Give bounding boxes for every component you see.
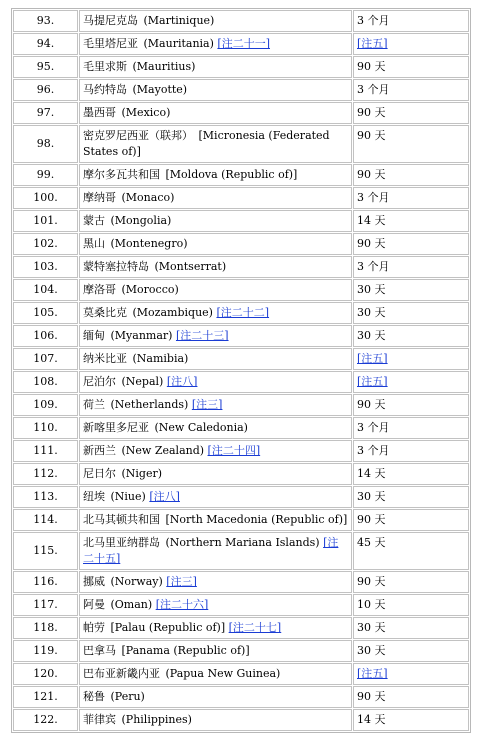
stay-period-cell: 45 天 bbox=[353, 532, 469, 570]
row-number: 110. bbox=[13, 417, 78, 439]
country-cell bbox=[79, 594, 352, 616]
row-number: 97. bbox=[13, 102, 78, 124]
stay-period-cell: 90 天 bbox=[353, 102, 469, 124]
country-cell bbox=[79, 79, 352, 101]
stay-period-cell: 10 天 bbox=[353, 594, 469, 616]
row-number: 108. bbox=[13, 371, 78, 393]
country-name-zh: 阿曼 bbox=[83, 598, 105, 611]
period-note-link[interactable]: [注五] bbox=[357, 37, 388, 50]
stay-period-cell: 90 天 bbox=[353, 164, 469, 186]
country-name-zh: 密克罗尼西亚（联邦） bbox=[83, 129, 193, 142]
country-name-zh: 纳米比亚 bbox=[83, 352, 127, 365]
country-name-zh: 新喀里多尼亚 bbox=[83, 421, 149, 434]
stay-period-cell: 3 个月 bbox=[353, 79, 469, 101]
country-name-en: (Mongolia) bbox=[110, 214, 172, 227]
stay-period-cell: 3 个月 bbox=[353, 440, 469, 462]
country-name-zh: 帕劳 bbox=[83, 621, 105, 634]
country-cell bbox=[79, 709, 352, 731]
stay-period-cell bbox=[353, 33, 469, 55]
country-name-en: (New Caledonia) bbox=[154, 421, 248, 434]
country-name-zh: 新西兰 bbox=[83, 444, 116, 457]
country-cell bbox=[79, 256, 352, 278]
table-row bbox=[13, 486, 469, 508]
row-number: 104. bbox=[13, 279, 78, 301]
table-row bbox=[13, 571, 469, 593]
stay-period-cell: 90 天 bbox=[353, 125, 469, 163]
stay-period-cell: 30 天 bbox=[353, 279, 469, 301]
country-name-zh: 挪威 bbox=[83, 575, 105, 588]
country-cell bbox=[79, 640, 352, 662]
country-name-en: (Mayotte) bbox=[132, 83, 188, 96]
table-row bbox=[13, 187, 469, 209]
country-name-zh: 毛里求斯 bbox=[83, 60, 127, 73]
country-cell bbox=[79, 33, 352, 55]
table-row bbox=[13, 256, 469, 278]
country-name-en: [North Macedonia (Republic of)] bbox=[165, 513, 348, 526]
country-cell bbox=[79, 210, 352, 232]
country-name-en: (Peru) bbox=[110, 690, 145, 703]
country-name-en: (Myanmar) bbox=[110, 329, 173, 342]
row-number: 95. bbox=[13, 56, 78, 78]
country-cell bbox=[79, 102, 352, 124]
row-number: 118. bbox=[13, 617, 78, 639]
country-cell bbox=[79, 617, 352, 639]
stay-period-cell: 14 天 bbox=[353, 709, 469, 731]
table-row bbox=[13, 56, 469, 78]
row-number: 119. bbox=[13, 640, 78, 662]
country-name-en: (Namibia) bbox=[132, 352, 189, 365]
country-cell bbox=[79, 325, 352, 347]
stay-period-cell: 3 个月 bbox=[353, 256, 469, 278]
stay-period-cell: 30 天 bbox=[353, 617, 469, 639]
table-row bbox=[13, 79, 469, 101]
row-number: 107. bbox=[13, 348, 78, 370]
table-body bbox=[13, 10, 469, 731]
row-number: 100. bbox=[13, 187, 78, 209]
country-cell bbox=[79, 164, 352, 186]
country-name-zh: 巴布亚新畿内亚 bbox=[83, 667, 160, 680]
country-name-zh: 毛里塔尼亚 bbox=[83, 37, 138, 50]
table-row bbox=[13, 440, 469, 462]
table-row bbox=[13, 663, 469, 685]
country-cell bbox=[79, 125, 352, 163]
table-row bbox=[13, 325, 469, 347]
country-name-en: (Martinique) bbox=[143, 14, 215, 27]
country-name-zh: 黑山 bbox=[83, 237, 105, 250]
row-number: 103. bbox=[13, 256, 78, 278]
stay-period-cell: 3 个月 bbox=[353, 187, 469, 209]
country-name-en: (Netherlands) bbox=[110, 398, 189, 411]
country-name-en: (Oman) bbox=[110, 598, 153, 611]
country-name-en: (Papua New Guinea) bbox=[165, 667, 281, 680]
country-name-zh: 纽埃 bbox=[83, 490, 105, 503]
country-cell bbox=[79, 348, 352, 370]
country-name-en: [Palau (Republic of)] bbox=[110, 621, 226, 634]
country-name-en: (Morocco) bbox=[121, 283, 179, 296]
table-row bbox=[13, 125, 469, 163]
country-name-en: (Mauritania) bbox=[143, 37, 214, 50]
stay-period-cell: 90 天 bbox=[353, 509, 469, 531]
table-row bbox=[13, 210, 469, 232]
country-name-zh: 北马里亚纳群岛 bbox=[83, 536, 160, 549]
country-cell bbox=[79, 571, 352, 593]
country-cell bbox=[79, 509, 352, 531]
stay-period-cell: 30 天 bbox=[353, 325, 469, 347]
country-name-en: (Norway) bbox=[110, 575, 163, 588]
country-name-en: (New Zealand) bbox=[121, 444, 205, 457]
row-number: 96. bbox=[13, 79, 78, 101]
row-number: 116. bbox=[13, 571, 78, 593]
row-number: 94. bbox=[13, 33, 78, 55]
table-row bbox=[13, 617, 469, 639]
country-cell bbox=[79, 279, 352, 301]
note-link[interactable]: [注二十二] bbox=[216, 306, 270, 319]
country-cell bbox=[79, 233, 352, 255]
note-link[interactable]: [注二十六] bbox=[155, 598, 209, 611]
table-row bbox=[13, 33, 469, 55]
stay-period-cell: 90 天 bbox=[353, 686, 469, 708]
stay-period-cell: 30 天 bbox=[353, 486, 469, 508]
table-row bbox=[13, 233, 469, 255]
stay-period-cell: 3 个月 bbox=[353, 417, 469, 439]
period-note-link[interactable]: [注五] bbox=[357, 667, 388, 680]
stay-period-cell: 14 天 bbox=[353, 210, 469, 232]
table-row bbox=[13, 463, 469, 485]
country-cell bbox=[79, 486, 352, 508]
table-row bbox=[13, 164, 469, 186]
note-link[interactable]: [注二十一] bbox=[217, 37, 270, 50]
stay-period-cell bbox=[353, 348, 469, 370]
period-note-link[interactable]: [注五] bbox=[357, 375, 388, 388]
country-cell bbox=[79, 302, 352, 324]
stay-period-cell bbox=[353, 371, 469, 393]
row-number: 115. bbox=[13, 532, 78, 570]
row-number: 102. bbox=[13, 233, 78, 255]
country-name-zh: 马提尼克岛 bbox=[83, 14, 138, 27]
period-note-link[interactable]: [注五] bbox=[357, 352, 388, 365]
country-name-zh: 缅甸 bbox=[83, 329, 105, 342]
country-cell bbox=[79, 187, 352, 209]
stay-period-cell: 30 天 bbox=[353, 640, 469, 662]
country-name-en: [Micronesia (Federated States of)] bbox=[83, 129, 330, 158]
table-row bbox=[13, 709, 469, 731]
country-name-zh: 尼泊尔 bbox=[83, 375, 116, 388]
row-number: 121. bbox=[13, 686, 78, 708]
note-link[interactable]: [注二十三] bbox=[175, 329, 229, 342]
stay-period-cell: 90 天 bbox=[353, 233, 469, 255]
country-name-zh: 秘鲁 bbox=[83, 690, 105, 703]
country-cell bbox=[79, 10, 352, 32]
table-row bbox=[13, 371, 469, 393]
country-name-en: (Niger) bbox=[121, 467, 163, 480]
table-row bbox=[13, 279, 469, 301]
stay-period-cell: 30 天 bbox=[353, 302, 469, 324]
country-name-zh: 蒙特塞拉特岛 bbox=[83, 260, 149, 273]
country-name-zh: 马约特岛 bbox=[83, 83, 127, 96]
table-row bbox=[13, 640, 469, 662]
row-number: 114. bbox=[13, 509, 78, 531]
row-number: 120. bbox=[13, 663, 78, 685]
table-row bbox=[13, 417, 469, 439]
note-link[interactable]: [注八] bbox=[166, 375, 198, 388]
country-name-en: (Philippines) bbox=[121, 713, 192, 726]
stay-period-cell: 14 天 bbox=[353, 463, 469, 485]
country-name-en: [Moldova (Republic of)] bbox=[165, 168, 298, 181]
country-cell bbox=[79, 440, 352, 462]
stay-period-cell: 90 天 bbox=[353, 56, 469, 78]
table-row bbox=[13, 594, 469, 616]
row-number: 111. bbox=[13, 440, 78, 462]
table-row bbox=[13, 348, 469, 370]
row-number: 98. bbox=[13, 125, 78, 163]
table-row bbox=[13, 394, 469, 416]
country-cell bbox=[79, 56, 352, 78]
country-cell bbox=[79, 394, 352, 416]
table-row bbox=[13, 532, 469, 570]
country-name-zh: 北马其顿共和国 bbox=[83, 513, 160, 526]
country-name-zh: 蒙古 bbox=[83, 214, 105, 227]
stay-period-cell: 90 天 bbox=[353, 571, 469, 593]
country-cell bbox=[79, 417, 352, 439]
row-number: 113. bbox=[13, 486, 78, 508]
table-row bbox=[13, 686, 469, 708]
country-name-zh: 巴拿马 bbox=[83, 644, 116, 657]
note-link[interactable]: [注三] bbox=[191, 398, 223, 411]
country-name-en: (Mexico) bbox=[121, 106, 171, 119]
country-cell bbox=[79, 663, 352, 685]
stay-period-cell: 3 个月 bbox=[353, 10, 469, 32]
table-row bbox=[13, 10, 469, 32]
row-number: 112. bbox=[13, 463, 78, 485]
country-name-en: (Mozambique) bbox=[132, 306, 213, 319]
note-link[interactable]: [注二十七] bbox=[228, 621, 282, 634]
country-name-zh: 摩纳哥 bbox=[83, 191, 116, 204]
note-link[interactable]: [注八] bbox=[149, 490, 180, 503]
table-row bbox=[13, 102, 469, 124]
country-name-en: [Panama (Republic of)] bbox=[121, 644, 250, 657]
stay-period-cell bbox=[353, 663, 469, 685]
country-name-zh: 摩洛哥 bbox=[83, 283, 116, 296]
country-name-zh: 菲律宾 bbox=[83, 713, 116, 726]
country-name-zh: 荷兰 bbox=[83, 398, 105, 411]
row-number: 117. bbox=[13, 594, 78, 616]
row-number: 99. bbox=[13, 164, 78, 186]
country-name-en: (Nepal) bbox=[121, 375, 164, 388]
country-name-zh: 摩尔多瓦共和国 bbox=[83, 168, 160, 181]
note-link[interactable]: [注三] bbox=[166, 575, 197, 588]
country-name-en: (Northern Mariana Islands) bbox=[165, 536, 320, 549]
row-number: 122. bbox=[13, 709, 78, 731]
country-cell bbox=[79, 371, 352, 393]
country-name-zh: 墨西哥 bbox=[83, 106, 116, 119]
country-name-en: (Niue) bbox=[110, 490, 146, 503]
country-name-en: (Montenegro) bbox=[110, 237, 188, 250]
table-row bbox=[13, 509, 469, 531]
row-number: 93. bbox=[13, 10, 78, 32]
row-number: 106. bbox=[13, 325, 78, 347]
row-number: 105. bbox=[13, 302, 78, 324]
visa-free-table bbox=[11, 8, 471, 733]
country-name-en: (Monaco) bbox=[121, 191, 175, 204]
country-name-zh: 尼日尔 bbox=[83, 467, 116, 480]
country-name-en: (Montserrat) bbox=[154, 260, 227, 273]
note-link[interactable]: [注二十四] bbox=[207, 444, 261, 457]
country-name-en: (Mauritius) bbox=[132, 60, 196, 73]
country-cell bbox=[79, 532, 352, 570]
row-number: 109. bbox=[13, 394, 78, 416]
country-cell bbox=[79, 686, 352, 708]
row-number: 101. bbox=[13, 210, 78, 232]
country-name-zh: 莫桑比克 bbox=[83, 306, 127, 319]
note-link[interactable]: [注二十五] bbox=[83, 536, 339, 565]
table-row bbox=[13, 302, 469, 324]
stay-period-cell: 90 天 bbox=[353, 394, 469, 416]
country-cell bbox=[79, 463, 352, 485]
